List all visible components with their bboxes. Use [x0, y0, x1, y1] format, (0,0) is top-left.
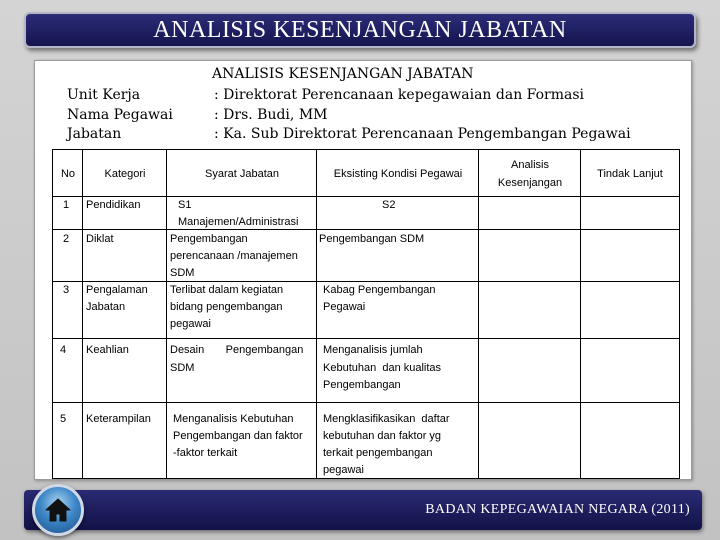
- row-no: 3: [63, 284, 70, 296]
- row-syarat: Terlibat dalam kegiatan: [170, 284, 284, 296]
- row-divider: [52, 229, 680, 230]
- row-no: 2: [63, 233, 70, 245]
- row-kategori: Keterampilan: [86, 413, 151, 425]
- row-eksisting: Menganalisis jumlah: [323, 344, 423, 356]
- table-header-separator: [52, 196, 680, 197]
- header-eksisting: Eksisting Kondisi Pegawai: [333, 168, 463, 180]
- row-syarat: Menganalisis Kebutuhan: [173, 413, 294, 425]
- row-syarat: -faktor terkait: [173, 447, 238, 459]
- header-analisis-line1: Analisis: [511, 159, 549, 171]
- row-syarat: pegawai: [170, 318, 211, 330]
- row-kategori: Diklat: [86, 233, 114, 245]
- column-divider: [478, 149, 479, 479]
- field-labels: [67, 86, 173, 145]
- header-tindak-lanjut: Tindak Lanjut: [597, 168, 663, 180]
- row-eksisting: S2: [382, 199, 396, 211]
- row-eksisting: Mengklasifikasikan daftar: [323, 413, 450, 425]
- header-no: No: [60, 168, 76, 180]
- row-no: 5: [60, 413, 67, 425]
- row-kategori: Pengalaman: [86, 284, 148, 296]
- slide-title: ANALISIS KESENJANGAN JABATAN: [153, 16, 567, 43]
- header-kategori: Kategori: [104, 168, 146, 180]
- row-eksisting: pegawai: [323, 464, 364, 476]
- row-syarat: Pengembangan: [170, 233, 248, 245]
- field-value-jabatan: : Ka. Sub Direktorat Perencanaan Pengembangan Pegawai: [214, 126, 631, 142]
- field-values: [214, 86, 631, 145]
- home-icon: [44, 497, 72, 523]
- footer-bar: [24, 490, 702, 530]
- home-button[interactable]: [32, 484, 84, 536]
- document-title: ANALISIS KESENJANGAN JABATAN: [212, 66, 474, 82]
- row-eksisting: Pegawai: [323, 301, 366, 313]
- row-eksisting: terkait pengembangan: [323, 447, 433, 459]
- table-left-border: [52, 149, 53, 479]
- row-no: 1: [63, 199, 70, 211]
- table-top-border: [52, 149, 680, 150]
- column-divider: [82, 149, 83, 479]
- row-eksisting: Pengembangan: [323, 379, 401, 391]
- row-no: 4: [60, 344, 67, 356]
- row-syarat: SDM: [170, 267, 195, 279]
- row-kategori: Keahlian: [86, 344, 129, 356]
- table-right-border: [679, 149, 680, 479]
- field-value-nama-pegawai: : Drs. Budi, MM: [214, 106, 328, 123]
- row-syarat: perencanaan /manajemen: [170, 250, 298, 262]
- header-analisis-line2: Kesenjangan: [497, 177, 563, 189]
- row-syarat: bidang pengembangan: [170, 301, 283, 313]
- row-eksisting: Kabag Pengembangan: [323, 284, 436, 296]
- column-divider: [316, 149, 317, 479]
- row-syarat: Pengembangan dan faktor: [173, 430, 303, 442]
- row-eksisting: Pengembangan SDM: [319, 233, 425, 245]
- row-divider: [52, 402, 680, 403]
- column-divider: [580, 149, 581, 479]
- field-label-unit-kerja: Unit Kerja: [67, 87, 141, 103]
- row-eksisting: kebutuhan dan faktor yg: [323, 430, 442, 442]
- field-label-nama-pegawai: Nama Pegawai: [67, 106, 173, 123]
- row-eksisting: Kebutuhan dan kualitas: [323, 362, 442, 374]
- row-syarat: Desain Pengembangan: [170, 344, 304, 356]
- table-bottom-border: [52, 478, 680, 479]
- slide-title-bar: [24, 12, 696, 48]
- row-kategori: Pendidikan: [86, 199, 141, 211]
- row-divider: [52, 338, 680, 339]
- field-label-jabatan: Jabatan: [67, 126, 122, 142]
- field-value-unit-kerja: : Direktorat Perencanaan kepegawaian dan Formasi: [214, 87, 585, 103]
- column-divider: [166, 149, 167, 479]
- row-syarat: S1: [178, 199, 192, 211]
- row-kategori: Jabatan: [86, 301, 126, 313]
- row-syarat: Manajemen/Administrasi: [178, 216, 299, 228]
- header-syarat-jabatan: Syarat Jabatan: [205, 168, 279, 180]
- footer-text: BADAN KEPEGAWAIAN NEGARA (2011): [425, 502, 690, 517]
- row-syarat: SDM: [170, 362, 195, 374]
